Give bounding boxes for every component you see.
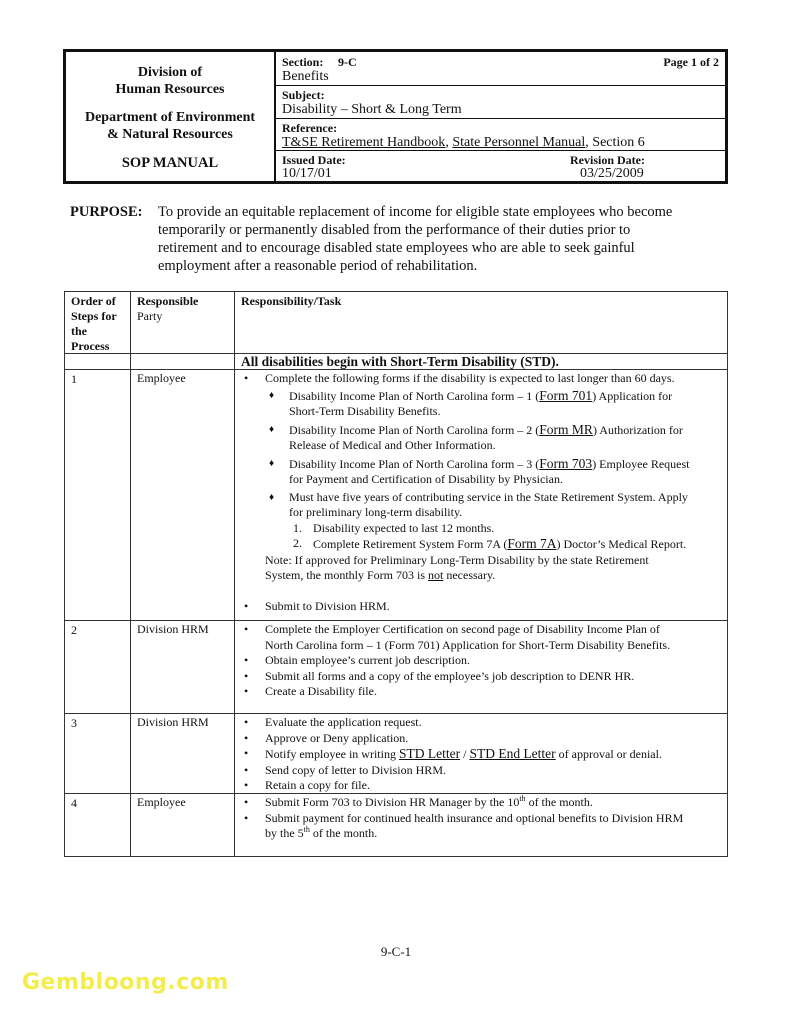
list-item xyxy=(241,456,723,488)
std-end-letter-link[interactable]: STD End Letter xyxy=(469,746,556,761)
section-row xyxy=(276,52,725,86)
task-text: Notify employee in writing xyxy=(265,747,399,761)
task-text: of approval or denial. xyxy=(555,747,662,761)
dates-row xyxy=(276,151,725,181)
task-cell xyxy=(241,795,723,842)
task-text: Submit Form 703 to Division HR Manager by the 10 xyxy=(265,795,520,809)
section-value: 9-C xyxy=(338,55,357,69)
ref-link-state-personnel-manual[interactable]: State Personnel Manual xyxy=(452,135,586,150)
row-divider xyxy=(65,713,727,714)
form-mr-link[interactable]: Form MR xyxy=(539,421,593,437)
task-cell xyxy=(241,715,723,794)
list-item: • Create a Disability file. xyxy=(241,684,723,700)
list-item xyxy=(241,490,723,521)
purpose-text xyxy=(158,203,718,275)
header-org-block xyxy=(66,52,276,181)
page-footer: 9-C-1 xyxy=(380,944,412,959)
item-number: 1. xyxy=(293,520,302,535)
task-text: Release of Medical and Other Information. xyxy=(289,438,496,452)
col-header-line: Responsible xyxy=(137,294,199,308)
row-divider xyxy=(65,369,727,370)
list-item: • Submit all forms and a copy of the employee’s job description to DENR HR. xyxy=(241,669,723,685)
task-text: of the month. xyxy=(309,826,378,840)
responsible-party: Division HRM xyxy=(137,622,209,636)
issued-value: 10/17/01 xyxy=(282,166,332,181)
reference-row xyxy=(276,119,725,151)
task-text: System, the monthly Form 703 is xyxy=(265,568,429,582)
task-text: by the 5 xyxy=(265,826,304,840)
subject-value: Disability – Short & Long Term xyxy=(282,102,462,117)
step-number: 4 xyxy=(71,796,77,810)
step-number: 1 xyxy=(71,372,77,386)
task-text: ) Doctor’s Medical Report. xyxy=(556,537,687,551)
header-info-block xyxy=(276,52,725,181)
task-text: ) Application for xyxy=(592,388,673,403)
superscript: th xyxy=(519,794,526,803)
task-text: ) Employee Request xyxy=(592,456,690,471)
task-text: / xyxy=(460,747,470,761)
responsible-party: Employee xyxy=(137,795,186,809)
col-header-line: Order of xyxy=(71,294,116,308)
revision-value: 03/25/2009 xyxy=(580,166,644,181)
task-text: Disability expected to last 12 months. xyxy=(313,520,495,535)
task-text: for Payment and Certification of Disability by Physician. xyxy=(289,472,563,486)
col-header-order xyxy=(71,294,117,354)
section-name: Benefits xyxy=(282,69,329,84)
list-item xyxy=(241,811,723,842)
col-header-line: Party xyxy=(137,309,163,323)
list-item: • Obtain employee’s current job description. xyxy=(241,653,723,669)
task-text: ) Authorization for xyxy=(592,422,683,437)
superscript: th xyxy=(303,825,310,834)
task-text: Note: If approved for Preliminary Long-Term Disability by the state Retirement xyxy=(265,552,649,567)
reference-value xyxy=(282,135,645,151)
procedure-table xyxy=(64,291,728,857)
col-header-line: Process xyxy=(71,339,110,353)
col-header-task: Responsibility/Task xyxy=(241,294,342,308)
list-item: • Send copy of letter to Division HRM. xyxy=(241,763,723,779)
emphasis-text: not xyxy=(428,568,444,582)
manual-title: SOP MANUAL xyxy=(121,155,219,171)
division-line1: Division of xyxy=(137,65,203,80)
list-item xyxy=(241,795,723,811)
task-text: Must have five years of contributing service in the State Retirement System. Apply xyxy=(289,489,688,504)
division-line2: Human Resources xyxy=(115,82,225,97)
ref-link-retirement-handbook[interactable]: T&SE Retirement Handbook xyxy=(282,135,446,150)
list-item xyxy=(241,622,723,653)
subject-label: Subject: xyxy=(282,88,325,102)
task-text: Disability Income Plan of North Carolina form – 1 ( xyxy=(289,388,540,403)
list-item: • Complete the following forms if the disability is expected to last longer than 60 days. xyxy=(241,371,723,387)
col-divider xyxy=(130,292,131,856)
list-item xyxy=(241,521,723,537)
task-text: of the month. xyxy=(525,795,593,809)
dept-line1: Department of Environment xyxy=(84,110,256,125)
revision-label: Revision Date: xyxy=(570,153,645,167)
watermark-logo: Gembloong.com xyxy=(22,970,229,995)
task-text: Disability Income Plan of North Carolina form – 2 ( xyxy=(289,422,540,437)
col-header-line: the xyxy=(71,324,87,338)
task-text: for preliminary long-term disability. xyxy=(289,505,463,519)
subject-row xyxy=(276,86,725,119)
std-letter-link[interactable]: STD Letter xyxy=(398,746,461,761)
purpose-line: retirement and to encourage disabled state employees who are able to seek gainful xyxy=(158,240,635,256)
task-text: necessary. xyxy=(443,568,496,582)
list-item xyxy=(241,388,723,420)
form-703-link[interactable]: Form 703 xyxy=(539,455,593,471)
purpose-line: To provide an equitable replacement of income for eligible state employees who become xyxy=(158,204,673,220)
col-divider xyxy=(234,292,235,856)
std-heading: All disabilities begin with Short-Term Disability (STD). xyxy=(241,354,559,369)
list-item: • Approve or Deny application. xyxy=(241,731,723,747)
purpose-line: temporarily or permanently disabled from the performance of their duties prior to xyxy=(158,222,631,238)
list-item xyxy=(241,422,723,454)
ref-separator: , xyxy=(445,135,449,150)
note-text xyxy=(241,553,723,584)
reference-label: Reference: xyxy=(282,121,338,135)
task-text: Complete the Employer Certification on second page of Disability Income Plan of xyxy=(265,622,660,636)
step-number: 2 xyxy=(71,623,77,637)
step-number: 3 xyxy=(71,716,77,730)
responsible-party: Employee xyxy=(137,371,186,385)
col-header-party xyxy=(137,294,198,324)
purpose-line: employment after a reasonable period of rehabilitation. xyxy=(158,258,478,274)
list-item xyxy=(241,536,723,553)
task-text: Short-Term Disability Benefits. xyxy=(289,404,441,418)
list-item: • Submit to Division HRM. xyxy=(241,599,723,615)
purpose-label: PURPOSE: xyxy=(70,204,143,220)
task-cell xyxy=(241,622,723,700)
section-label: Section: xyxy=(282,55,324,69)
document-header xyxy=(63,49,728,184)
responsible-party: Division HRM xyxy=(137,715,209,729)
task-cell xyxy=(241,371,723,614)
list-item: • Retain a copy for file. xyxy=(241,778,723,794)
task-text: Submit payment for continued health insurance and optional benefits to Division HRM xyxy=(265,810,684,825)
list-item xyxy=(241,746,723,763)
form-7a-link[interactable]: Form 7A xyxy=(507,536,557,551)
form-701-link[interactable]: Form 701 xyxy=(539,387,593,403)
task-text: Complete Retirement System Form 7A ( xyxy=(313,537,508,551)
task-text: Disability Income Plan of North Carolina form – 3 ( xyxy=(289,456,540,471)
ref-tail: , Section 6 xyxy=(585,135,645,150)
col-header-line: Steps for xyxy=(71,309,117,323)
page-number: Page 1 of 2 xyxy=(663,55,719,69)
dept-line2: & Natural Resources xyxy=(107,127,233,142)
item-number: 2. xyxy=(293,536,302,550)
row-divider xyxy=(65,620,727,621)
task-text: North Carolina form – 1 (Form 701) Application for Short-Term Disability Benefits. xyxy=(265,637,671,652)
issued-label: Issued Date: xyxy=(282,153,346,167)
list-item: • Evaluate the application request. xyxy=(241,715,723,731)
row-divider xyxy=(130,353,235,354)
